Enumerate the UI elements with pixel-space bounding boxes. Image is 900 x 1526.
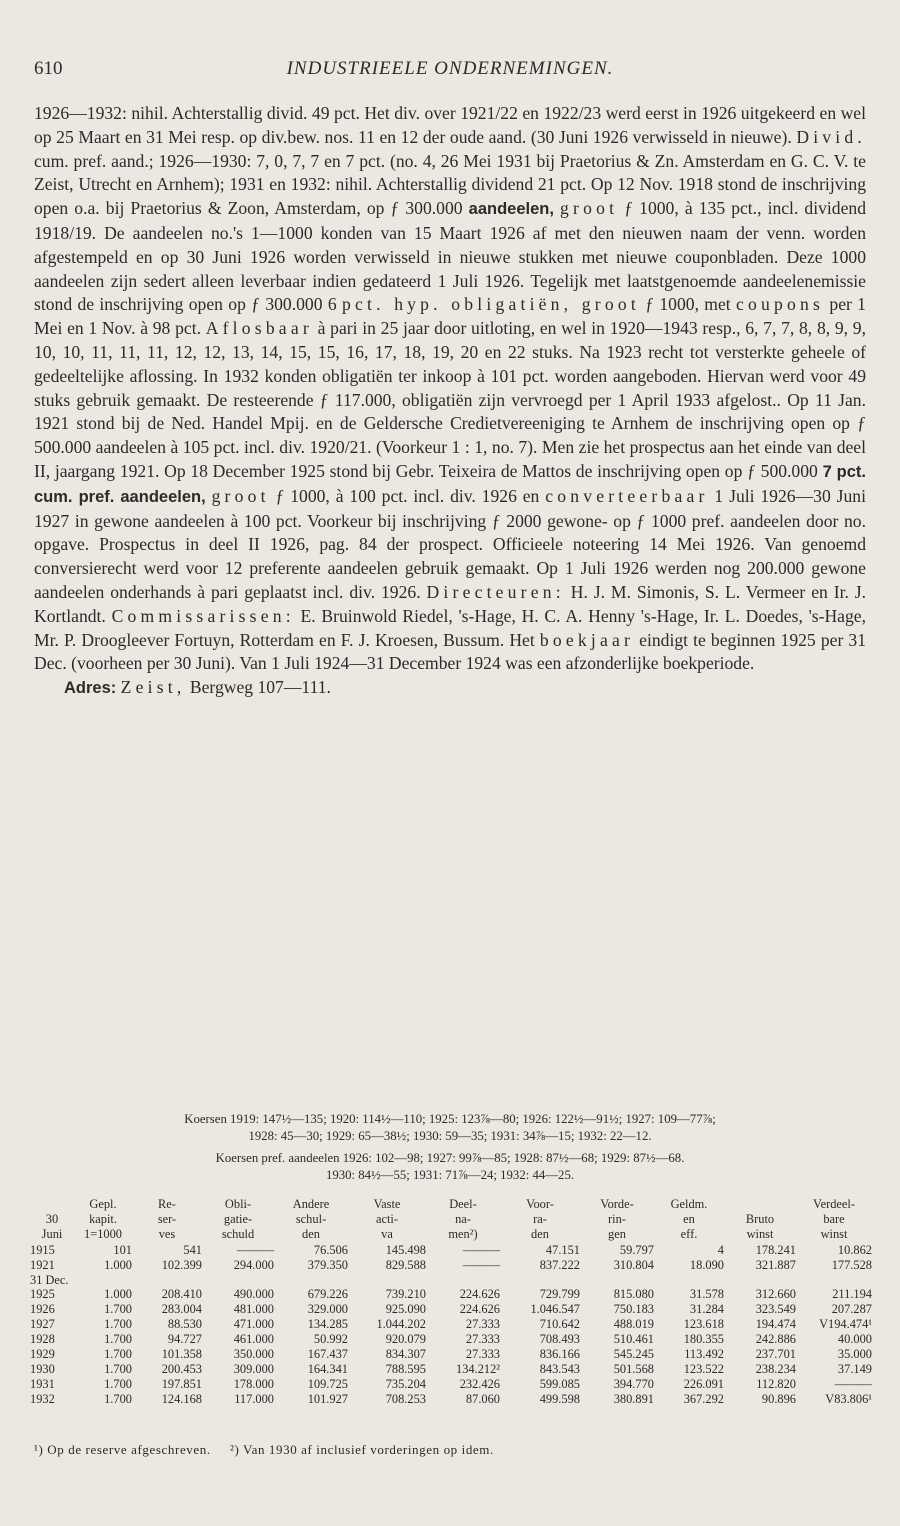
groot-word-2: groot: [211, 485, 270, 506]
table-header-cell: Re-: [158, 1197, 176, 1211]
table-cell: 232.426: [459, 1376, 500, 1391]
hyp-obligatien-heading: pct. hyp. obligatiën, groot: [341, 294, 640, 315]
table-header-cell: Juni: [41, 1226, 63, 1241]
table-header-cell: ser-: [157, 1211, 177, 1226]
table-header-cell: na-: [455, 1211, 471, 1226]
bond-text: ƒ 1000, met: [645, 294, 731, 315]
table-row: [30, 1258, 872, 1273]
table-cell: 788.595: [385, 1361, 426, 1376]
table-year-cell: 1915: [30, 1242, 55, 1257]
table-cell: 599.085: [539, 1376, 580, 1391]
table-year-cell: 1930: [30, 1361, 55, 1376]
balance-sheet-table: [30, 1197, 872, 1407]
table-cell: 379.350: [307, 1257, 348, 1272]
koersen-line-2: 1928: 45—30; 1929: 65—38½; 1930: 59—35; 1931: 34⅞—15; 1932: 22—12.: [248, 1128, 652, 1143]
table-cell: 499.598: [539, 1391, 580, 1406]
table-cell: 145.498: [385, 1242, 426, 1257]
adres-street: Bergweg 107—111.: [189, 677, 331, 698]
table-cell: 76.506: [313, 1242, 348, 1257]
table-cell: 200.453: [161, 1361, 202, 1376]
table-header-cell: Voor-: [526, 1197, 554, 1211]
main-paragraph: [34, 102, 866, 676]
table-cell: 226.091: [683, 1376, 724, 1391]
table-cell: 207.287: [831, 1302, 872, 1317]
table-cell: 164.341: [307, 1361, 348, 1376]
table-header-cell: Deel-: [449, 1197, 477, 1211]
table-cell: 10.862: [837, 1242, 872, 1257]
divid-heading: Divid.: [796, 126, 866, 147]
table-year-cell: 1921: [30, 1257, 55, 1272]
table-cell: 134.212²: [456, 1361, 500, 1376]
table-row: [30, 1317, 872, 1332]
table-cell: 750.183: [613, 1302, 654, 1317]
table-cell: 541: [183, 1242, 202, 1257]
table-row: [30, 1377, 872, 1392]
page-header: [34, 58, 866, 88]
table-cell: 224.626: [459, 1302, 500, 1317]
koersen-line-1: Koersen 1919: 147½—135; 1920: 114½—110; 1925: 123⅞—80; 1926: 122½—91½; 1927: 109—77⅞;: [184, 1112, 716, 1126]
table-body: [30, 1243, 872, 1407]
table-cell: 50.992: [313, 1332, 348, 1347]
table-cell: 309.000: [233, 1361, 274, 1376]
table-cell: ———: [462, 1257, 500, 1272]
table-cell: 123.522: [683, 1361, 724, 1376]
table-cell: 829.588: [385, 1257, 426, 1272]
table-cell: 208.410: [161, 1287, 202, 1302]
adres-label: Adres:: [64, 679, 117, 698]
table-cell: 94.727: [167, 1332, 202, 1347]
groot-word: groot: [560, 198, 619, 219]
table-header-cell: schuld: [221, 1226, 255, 1241]
coupon-dates-text: per 1 Mei en 1 Nov. à 98 pct.: [34, 294, 866, 339]
table-cell: 394.770: [613, 1376, 654, 1391]
running-title: INDUSTRIEELE ONDERNEMINGEN.: [286, 58, 614, 79]
table-cell: 815.080: [613, 1287, 654, 1302]
table-cell: 47.151: [545, 1242, 580, 1257]
table-cell: 87.060: [465, 1391, 500, 1406]
footnotes: [34, 1442, 866, 1458]
table-header-cell: den: [302, 1226, 320, 1241]
coupons-word: coupons: [736, 294, 825, 315]
table-cell: 197.851: [161, 1376, 202, 1391]
table-cell: 679.226: [307, 1287, 348, 1302]
table-cell: 739.210: [385, 1287, 426, 1302]
table-cell: 294.000: [233, 1257, 274, 1272]
table-cell: 380.891: [613, 1391, 654, 1406]
table-cell: 180.355: [683, 1332, 724, 1347]
table-header-cell: Bruto: [745, 1211, 775, 1226]
table-header-cell: gen: [608, 1226, 626, 1241]
table-year-cell: 1928: [30, 1332, 55, 1347]
table-cell: 31.284: [689, 1302, 724, 1317]
conversion-text: 1 Juli 1926—30 Juni 1927 in gewone aandeelen à 100 pct. Voorkeur bij inschrijving ƒ 2000 gewone- op ƒ 1000 pref. aandeelen door no. opgave. Prospectus in deel II 1926, pag. 84 der prospect. Officieele noteering 14 Mei 1926. Van genoemd conversierecht werd voor 12 preferente aandeelen gebruik gemaakt. Op 1 Juli 1926 werden nog 200.000 gewone aandeelen onderhands à pari geplaatst incl. div. 1926.: [34, 485, 866, 602]
table-cell: 708.493: [539, 1332, 580, 1347]
table-cell: 194.474: [755, 1317, 796, 1332]
directors-text: H. J. M. Simonis, S. L. Vermeer en Ir. J. Kortlandt.: [34, 581, 867, 626]
table-cell: 178.241: [755, 1242, 796, 1257]
table-cell: 510.461: [613, 1332, 654, 1347]
price-quotations: [34, 1111, 866, 1183]
table-header-cell: Geldm.: [670, 1197, 708, 1211]
table-header-cell: acti-: [375, 1211, 398, 1226]
table-header-cell: ves: [158, 1226, 176, 1241]
table-cell: 123.618: [683, 1317, 724, 1332]
table-row: [30, 1302, 872, 1317]
footnote-1: ¹) Op de reserve afgeschreven.: [34, 1442, 211, 1457]
table-cell: 37.149: [837, 1361, 872, 1376]
table-header-cell: schul-: [295, 1211, 327, 1226]
pref-dividend-text: cum. pref. aand.; 1926—1930: 7, 0, 7, 7 en 7 pct. (no. 4, 26 Mei 1931 bij Praetorius & Zn. Amsterdam en G. C. V. te Zeist, Utrecht en Arnhem); 1931 en 1932: nihil. Achterstallig dividend 21 pct. Op 12 Nov. 1918 stond de inschrijving open o.a. bij Praetorius & Zoon, Amsterdam, op ƒ 300.000: [34, 150, 866, 219]
table-cell: 101.927: [307, 1391, 348, 1406]
table-cell: 167.437: [307, 1347, 348, 1362]
directeuren-label: Directeuren:: [426, 581, 565, 602]
aandeelen-heading: aandeelen,: [468, 200, 554, 219]
table-header-cell: ra-: [533, 1211, 547, 1226]
table-header-cell: rin-: [608, 1211, 626, 1226]
table-header-cell: en: [683, 1211, 695, 1226]
table-cell: 178.000: [233, 1376, 274, 1391]
table-header-cell: Obli-: [224, 1197, 252, 1211]
table-cell: 27.333: [465, 1347, 500, 1362]
table-header-cell: Gepl.: [89, 1197, 117, 1211]
table-cell: 1.700: [104, 1391, 132, 1406]
table-year-cell: 1931: [30, 1376, 55, 1391]
table-cell: ———: [236, 1242, 274, 1257]
table-header-cell: Vaste: [373, 1197, 401, 1211]
table-cell: 461.000: [233, 1332, 274, 1347]
table-cell: 224.626: [459, 1287, 500, 1302]
table-header-cell: [724, 1197, 796, 1212]
table-cell: 242.886: [755, 1332, 796, 1347]
table-cell: 112.820: [756, 1376, 796, 1391]
table-header: [30, 1197, 872, 1243]
table-cell: 113.492: [684, 1347, 724, 1362]
table-cell: 501.568: [613, 1361, 654, 1376]
table-header-cell: winst: [820, 1226, 848, 1241]
table-header-row: [30, 1212, 872, 1227]
table-cell: 834.307: [385, 1347, 426, 1362]
table-row: [30, 1392, 872, 1407]
address-line: [34, 676, 866, 701]
boekjaar-word: boekjaar: [539, 629, 635, 650]
table-year-cell: 1929: [30, 1347, 55, 1362]
table-cell: 1.000: [104, 1287, 132, 1302]
table-cell: 471.000: [233, 1317, 274, 1332]
table-cell: 177.528: [831, 1257, 872, 1272]
table-cell: 117.000: [234, 1391, 274, 1406]
table-header-cell: kapit.: [89, 1211, 117, 1226]
table-header-cell: 30: [45, 1211, 59, 1226]
table-cell: 1.700: [104, 1347, 132, 1362]
table-header-cell: [30, 1197, 74, 1212]
aflosbaar-word: Aflosbaar: [205, 318, 313, 339]
table-cell: 4: [717, 1242, 724, 1257]
footnote-2: ²) Van 1930 af inclusief vorderingen op idem.: [229, 1442, 494, 1457]
table-cell: 1.046.547: [530, 1302, 580, 1317]
table-year-cell: 1925: [30, 1287, 55, 1302]
table-cell: 40.000: [837, 1332, 872, 1347]
table-cell: 710.642: [539, 1317, 580, 1332]
table-cell: 102.399: [161, 1257, 202, 1272]
commissarissen-label: Commissarissen:: [111, 605, 295, 626]
table-cell: V83.806¹: [825, 1391, 872, 1406]
table-year-cell: 1926: [30, 1302, 55, 1317]
table-header-cell: gatie-: [223, 1211, 253, 1226]
table-header-cell: bare: [823, 1211, 845, 1226]
table-cell: 18.090: [689, 1257, 724, 1272]
dividend-history-text: 1926—1932: nihil. Achterstallig divid. 49 pct. Het div. over 1921/22 en 1922/23 werd eerst in 1926 uitgekeerd en wel op 25 Maart en 31 Mei resp. op div.bew. nos. 11 en 12 der oude aand. (30 Juni 1926 verwisseld in nieuwe).: [34, 103, 866, 147]
koersen-pref-line-2: 1930: 84½—55; 1931: 71⅞—24; 1932: 44—25.: [325, 1167, 575, 1182]
table-cell: 321.887: [755, 1257, 796, 1272]
table-cell: 920.079: [385, 1332, 426, 1347]
cum-pref-heading: 7 pct. cum. pref. aandeelen,: [34, 462, 866, 506]
table-cell: 323.549: [755, 1302, 796, 1317]
fiscal-year-text: eindigt te beginnen 1925 per 31 Dec. (voorheen per 30 Juni). Van 1 Juli 1924—31 December 1924 was een afzonderlijke boekperiode.: [34, 629, 867, 674]
table-cell: 90.896: [761, 1391, 796, 1406]
table-cell: 211.194: [832, 1287, 872, 1302]
table-cell: 329.000: [307, 1302, 348, 1317]
table-header-cell: eff.: [680, 1226, 698, 1241]
table-cell: 836.166: [539, 1347, 580, 1362]
table-cell: 837.222: [539, 1257, 580, 1272]
table-header-cell: winst: [746, 1226, 774, 1241]
table-cell: 59.797: [619, 1242, 654, 1257]
table-year-cell: 1927: [30, 1317, 55, 1332]
table-cell: V194.474¹: [819, 1317, 872, 1332]
table-cell: 101: [113, 1242, 132, 1257]
table-cell: 101.358: [161, 1347, 202, 1362]
table-cell: 35.000: [837, 1347, 872, 1362]
table-cell: 1.700: [104, 1332, 132, 1347]
company-description: [34, 102, 866, 701]
table-cell: 283.004: [161, 1302, 202, 1317]
table-cell: 1.700: [104, 1317, 132, 1332]
table-cell: 350.000: [233, 1347, 274, 1362]
table-cell: 134.285: [307, 1317, 348, 1332]
table-cell: 1.700: [104, 1376, 132, 1391]
table-cell: 708.253: [385, 1391, 426, 1406]
table-header-row: [30, 1197, 872, 1212]
adres-city: Zeist,: [120, 677, 186, 698]
table-cell: 1.700: [104, 1361, 132, 1376]
table-cell: 481.000: [233, 1302, 274, 1317]
table-section-label: 31 Dec.: [30, 1272, 69, 1287]
table-cell: 925.090: [385, 1302, 426, 1317]
table-header-cell: Andere: [292, 1197, 330, 1211]
table-cell: ———: [834, 1376, 872, 1391]
koersen-pref-line-1: Koersen pref. aandeelen 1926: 102—98; 1927: 99⅞—85; 1928: 87½—68; 1929: 87½—68.: [215, 1151, 685, 1165]
table-cell: 31.578: [689, 1287, 724, 1302]
commissioners-text: E. Bruinwold Riedel, 's-Hage, H. C. A. Henny 's-Hage, Ir. L. Doedes, 's-Hage, Mr. P. Droogleever Fortuyn, Rotterdam en F. J. Kroesen, Bussum. Het: [34, 605, 866, 650]
table-cell: 109.725: [307, 1376, 348, 1391]
table-cell: 488.019: [613, 1317, 654, 1332]
table-cell: 1.700: [104, 1302, 132, 1317]
table-cell: 237.701: [755, 1347, 796, 1362]
table-cell: 367.292: [683, 1391, 724, 1406]
converteerbaar-word: converteerbaar: [545, 485, 709, 506]
share-issue-text: ƒ 1000, à 135 pct., incl. dividend 1918/19. De aandeelen no.'s 1—1000 konden van 15 Maart 1926 af met den nieuwen naam der venn. worden afgestempeld en op 30 Juni 1926 worden verwisseld in nieuwe stukken met nieuwe couponbladen. Deze 1000 aandeelen zijn sedert alleen leverbaar indien gedateerd 1 Juli 1926. Tegelijk met laatstgenoemde aandeelenemissie stond de inschrijving open op ƒ 300.000 6: [34, 198, 866, 315]
table-row: [30, 1362, 872, 1377]
table-cell: ———: [462, 1242, 500, 1257]
table-cell: 310.804: [613, 1257, 654, 1272]
table-cell: 27.333: [465, 1332, 500, 1347]
table-cell: 545.245: [613, 1347, 654, 1362]
table-row: [30, 1347, 872, 1362]
table-header-cell: men²): [448, 1226, 478, 1241]
table-header-cell: den: [531, 1226, 549, 1241]
pref-issue-text: ƒ 1000, à 100 pct. incl. div. 1926 en: [275, 485, 540, 506]
table-cell: 1.044.202: [376, 1317, 426, 1332]
table-cell: 729.799: [539, 1287, 580, 1302]
table-year-cell: 1932: [30, 1391, 55, 1406]
table-header-cell: 1=1000: [84, 1226, 122, 1241]
table-cell: 1.000: [104, 1257, 132, 1272]
table-row: [30, 1287, 872, 1302]
table-cell: 238.234: [755, 1361, 796, 1376]
table-header-cell: va: [381, 1226, 393, 1241]
table-cell: 312.660: [755, 1287, 796, 1302]
table-cell: 88.530: [167, 1317, 202, 1332]
redemption-text: à pari in 25 jaar door uitloting, en wel in 1920—1943 resp., 6, 7, 7, 8, 8, 9, 9, 10, 10, 11, 11, 11, 12, 12, 13, 14, 15, 15, 16, 17, 18, 19, 20 en 22 stuks. Na 1923 recht tot versterkte geheele of gedeeltelijke aflossing. In 1932 konden obligatiën ter inkoop à 101 pct. worden aangeboden. Hiervan werd voor 49 stuks gebruik gemaakt. De resteerende ƒ 117.000, obligatiën zijn vervroegd per 1 April 1933 afgelost.. Op 11 Jan. 1921 stond bij de Ned. Handel Mpij. en de Geldersche Credietvereeniging te Arnhem de inschrijving open op ƒ 500.000 aandeelen à 105 pct. incl. div. 1920/21. (Voorkeur 1 : 1, no. 7). Men zie het prospectus aan het einde van deel II, jaargang 1921. Op 18 December 1925 stond bij Gebr. Teixeira de Mattos de inschrijving open op ƒ 500.000: [34, 318, 866, 481]
table-row: [30, 1332, 872, 1347]
table-section-row: [30, 1273, 872, 1288]
table-cell: 735.204: [385, 1376, 426, 1391]
table-header-row: [30, 1227, 872, 1243]
table-cell: 27.333: [465, 1317, 500, 1332]
table-cell: 490.000: [233, 1287, 274, 1302]
table-header-cell: Verdeel-: [813, 1197, 855, 1211]
table-cell: 124.168: [161, 1391, 202, 1406]
table-cell: 843.543: [539, 1361, 580, 1376]
table-header-cell: Vorde-: [600, 1197, 634, 1211]
page-number: 610: [34, 58, 63, 79]
table-row: [30, 1243, 872, 1258]
